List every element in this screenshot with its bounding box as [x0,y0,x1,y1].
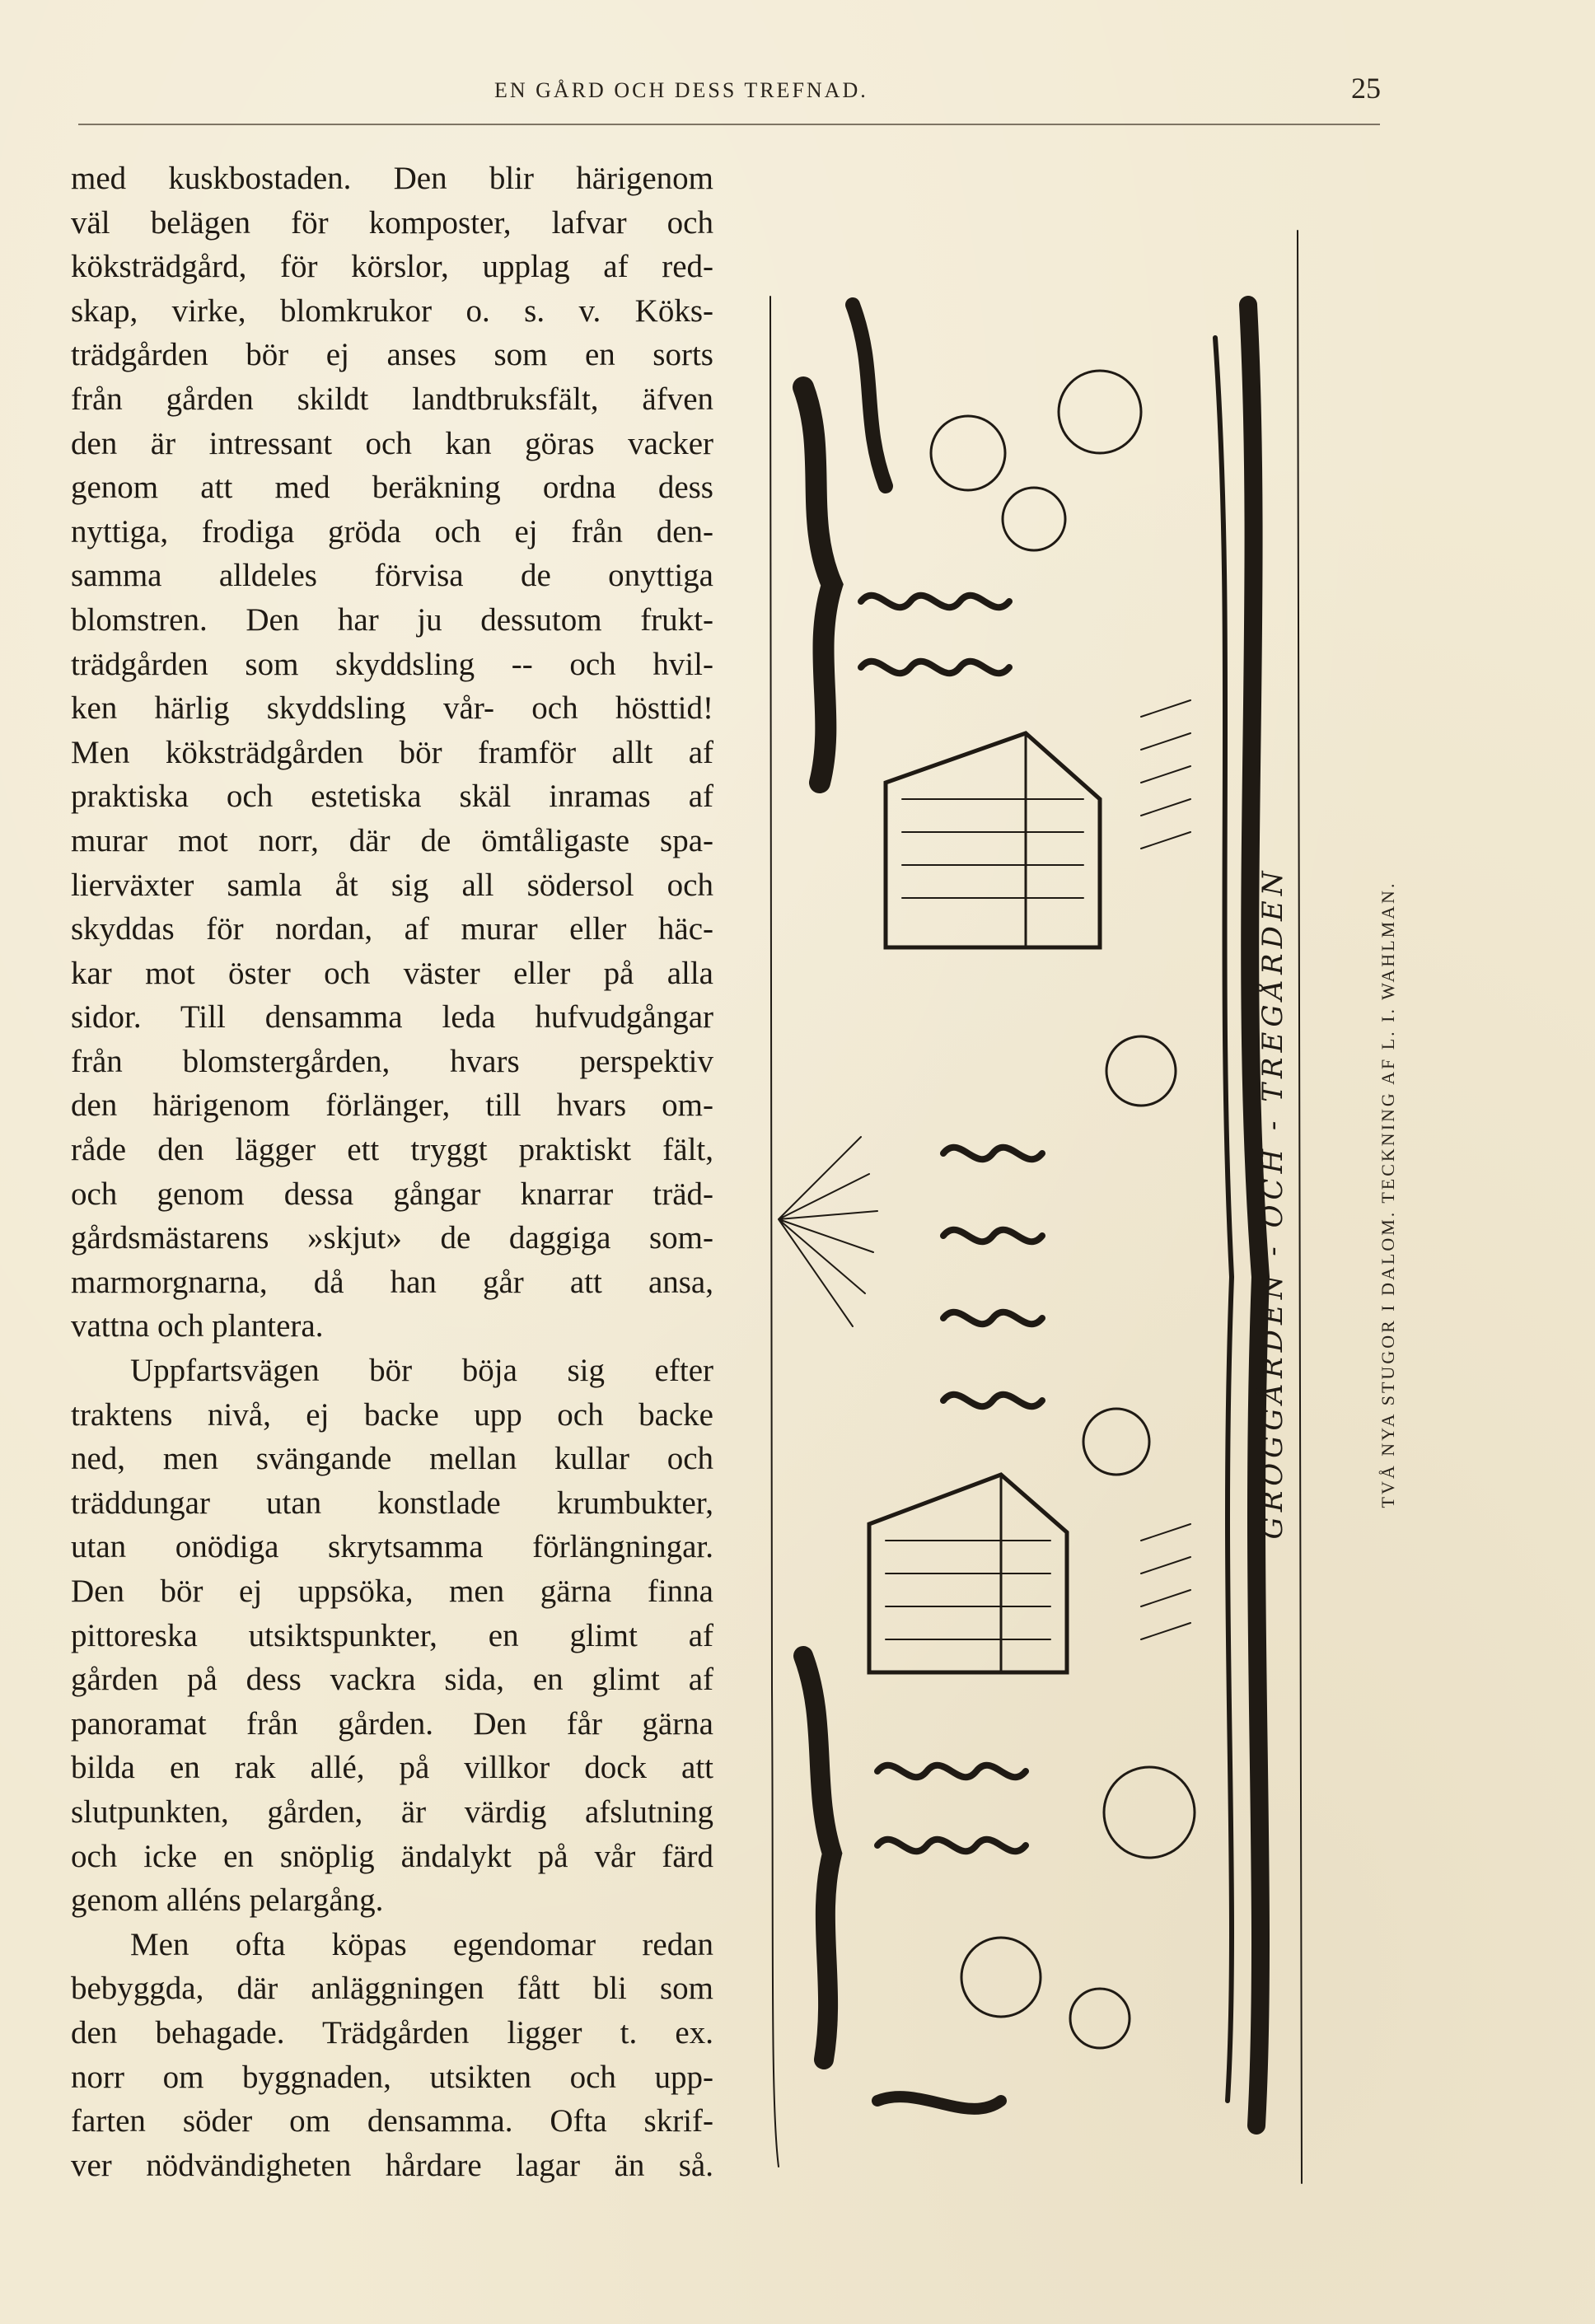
text-line: panoramat från gården. Den får gärna [71,1705,713,1742]
figure-caption: TVÅ NYA STUGOR I DALOM. TECKNING AF L. I. WAHLMAN. [1378,881,1398,1508]
running-title: EN GÅRD OCH DESS TREFNAD. [494,78,868,102]
illustration-drawing [754,206,1331,2200]
text-line: köksträdgård, för körslor, upplag af red- [71,249,713,285]
text-line: genom alléns pelargång. [71,1882,384,1919]
text-line: ned, men svängande mellan kullar och [71,1441,713,1477]
text-line: nyttiga, frodiga gröda och ej från den- [71,513,713,549]
text-line: och icke en snöplig ändalykt på vår färd [71,1838,713,1874]
text-line: skap, virke, blomkrukor o. s. v. Köks- [71,292,713,329]
text-line: samma alldeles förvisa de onyttiga [71,558,713,594]
text-line: genom att med beräkning ordna dess [71,470,713,506]
text-line: Den bör ej uppsöka, men gärna finna [71,1573,713,1609]
text-line: farten söder om densamma. Ofta skrif- [71,2103,713,2139]
text-line: utan onödiga skrytsamma förlängningar. [71,1529,713,1565]
text-line: bilda en rak allé, på villkor dock att [71,1750,713,1786]
text-line: träddungar utan konstlade krumbukter, [71,1485,713,1521]
text-line: Men köksträdgården bör framför allt af [71,734,713,770]
text-line: blomstren. Den har ju dessutom frukt- [71,601,713,638]
text-line: traktens nivå, ej backe upp och backe [71,1396,713,1433]
text-line: den härigenom förlänger, till hvars om- [71,1087,713,1124]
text-line: gårdsmästarens »skjut» de daggiga som- [71,1220,713,1256]
text-line: bebyggda, där anläggningen fått bli som [71,1971,713,2007]
text-line: kar mot öster och väster eller på alla [71,955,713,991]
text-line: skyddas för nordan, af murar eller häc- [71,911,713,947]
text-line: den behagade. Trädgården ligger t. ex. [71,2014,713,2050]
text-line: praktiska och estetiska skäl inramas af [71,779,713,815]
text-line: gården på dess vackra sida, en glimt af [71,1662,713,1698]
page-number: 25 [1351,72,1381,105]
text-line: och genom dessa gångar knarrar träd- [71,1176,713,1212]
body-text [71,157,713,2187]
text-line: ver nödvändigheten hårdare lagar än så. [71,2147,713,2183]
text-line: lierväxter samla åt sig all södersol och [71,867,713,903]
text-line: från gården skildt landtbruksfält, äfven [71,381,713,417]
text-line: trädgården som skyddsling -- och hvil- [71,646,713,682]
text-line: pittoreska utsiktspunkter, en glimt af [71,1617,713,1653]
text-line: sidor. Till densamma leda hufvudgångar [71,999,713,1036]
text-line: slutpunkten, gården, är värdig afslutning [71,1793,713,1830]
text-line: Uppfartsvägen bör böja sig efter [130,1353,713,1389]
text-line: norr om byggnaden, utsikten och upp- [71,2059,713,2095]
text-line: trädgården bör ej anses som en sorts [71,337,713,373]
text-line: marmorgnarna, då han går att ansa, [71,1264,713,1300]
text-line: murar mot norr, där de ömtåligaste spa- [71,822,713,858]
illustration [754,206,1331,2200]
text-line: från blomstergården, hvars perspektiv [71,1043,713,1079]
text-line: vattna och plantera. [71,1308,324,1344]
text-line: med kuskbostaden. Den blir härigenom [71,161,713,196]
text-line: Men ofta köpas egendomar redan [130,1926,713,1962]
figure-caption-wrap [1347,783,1429,1606]
text-line: den är intressant och kan göras vacker [71,425,713,461]
text-line: råde den lägger ett tryggt praktiskt fält, [71,1132,713,1168]
text-line: väl belägen för komposter, lafvar och [71,204,713,241]
hand-lettering: GROGGÅRDEN - OCH - TREGÅRDEN [1256,866,1289,1540]
text-line: ken härlig skyddsling vår- och hösttid! [71,690,713,727]
header-rule [78,124,1380,125]
